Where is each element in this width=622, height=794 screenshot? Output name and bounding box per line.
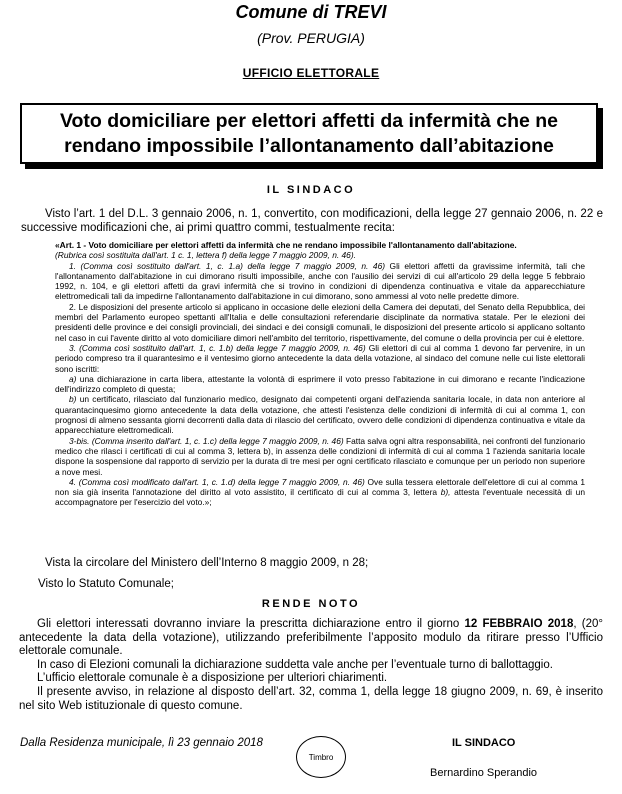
notice-p1-a: Gli elettori interessati dovranno inviare la prescritta dichiarazione entro il giorno (37, 618, 465, 630)
letter-b-text: un certificato, rilasciato dal funzionario medico, designato dai competenti organi dell'azienda sanitaria locale, in data non anteriore al quarantacinquesimo giorno antecedente la data della votazione, che attesti l'esistenza delle condizioni di infermità di cui al comma 1, con prognosi di almeno sessanta giorni decorrenti dalla data di rilascio del certificato, ovvero delle condizioni di dipendenza continuativa e vitale da apparecchiature elettromedicali. (55, 394, 585, 436)
title-box (20, 103, 598, 164)
comma-3-text: Gli elettori di cui al comma 1 devono far pervenire, in un periodo compreso tra il quarantesimo e il ventesimo giorno antecedente la data della votazione, al sindaco del comune nelle cui liste elettorali sono iscritti: (55, 342, 585, 374)
stamp-circle (296, 736, 346, 778)
footer-signatory-name: Bernardino Sperandio (430, 767, 538, 779)
visto-dl-paragraph: Visto l’art. 1 del D.L. 3 gennaio 2006, n. 1, convertito, con modificazioni, della legge 27 gennaio 2006, n. 22 e successive modificazioni che, ai primi quattro commi, testualmente recita: (21, 208, 603, 234)
notice-paragraph-3: L’ufficio elettorale comunale è a disposizione per ulteriori chiarimenti. (37, 672, 388, 685)
quote-comma-3-bis (55, 436, 585, 477)
law-quote (55, 240, 585, 508)
footer-date: Dalla Residenza municipale, lì 23 gennaio 2018 (20, 737, 263, 749)
quote-rubrica: (Rubrica così sostituita dall'art. 1 c. 1, lettera f) della legge 7 maggio 2009, n. 46). (55, 250, 356, 261)
quote-comma-2: 2. Le disposizioni del presente articolo si applicano in occasione delle elezioni della Camera dei deputati, del Senato della Repubblica, dei membri del Parlamento europeo spettanti all'Italia e delle consultazioni referendarie disciplinate da normativa statale. Per le elezioni dei presidenti delle province e dei consigli provinciali, dei sindaci e dei consigli comunali, le disposizioni del presente articolo si applicano soltanto nel caso in cui l'avente diritto al voto domiciliare dimori nell'ambito del territorio, rispettivamente, del comune o della provincia per cui è elettore. (55, 301, 585, 343)
comma-4-text-b: b), (440, 487, 451, 498)
quote-comma-3-a (55, 374, 585, 395)
notice-paragraph-4: Il presente avviso, in relazione al disposto dell’art. 32, comma 1, della legge 18 giugno 2009, n. 69, è inserito nel sito Web istituzionale di questo comune. (19, 685, 603, 712)
notice-body (19, 618, 603, 713)
comma-1-text: Gli elettori affetti da gravissime infermità, tali che l'allontanamento dall'abitazione in cui dimorano risulti impossibile, anche con l'ausilio dei servizi di cui all'articolo 29 della legge 5 febbraio 1992, n. 104, e gli elettori affetti da gravi infermità che si trovino in condizioni di dipendenza continuativa e vitale da apparecchiature elettromedicali tali da impedirne l'allontanamento dall'abitazione in cui dimorano, sono ammessi al voto nelle predette dimore. (55, 260, 585, 302)
notice-p1-b: , (20° antecedente la data della votazione), utilizzando preferibilmente l’apposito modulo da ritirare presso l’Ufficio elettorale comunale. (19, 618, 603, 658)
rende-noto-heading: RENDE NOTO (261, 598, 361, 610)
notice-paragraph-1 (19, 618, 603, 659)
quote-comma-1 (55, 261, 585, 302)
stamp-label: Timbro (308, 752, 334, 762)
comma-3-note: 3. (Comma così sostituito dall'art. 1, c. 1.b) della legge 7 maggio 2009, n. 46) (69, 342, 366, 353)
comma-4-text-c: attesta l'eventuale necessità di un accompagnatore per l'esercizio del voto.»; (55, 487, 585, 508)
footer-sindaco: IL SINDACO (452, 737, 516, 749)
provincia-heading: (Prov. PERUGIA) (257, 30, 365, 46)
comma-3bis-text: Fatta salva ogni altra responsabilità, nei confronti del funzionario medico che rilasci i certificati di cui al comma 3, lettera b), in assenza delle condizioni di infermità di cui al comma 1 l'azienda sanitaria locale dispone la sospensione dal rapporto di servizio per la durata di tre mesi per ogni certificato rilasciato e comunque per un periodo non superiore a nove mesi. (55, 435, 585, 477)
visto-circolare: Vista la circolare del Ministero dell’Interno 8 maggio 2009, n 28; (45, 557, 369, 569)
comma-4-note: 4. (Comma così modificato dall'art. 1, c. 1.d) della legge 7 maggio 2009, n. 46) (69, 476, 365, 487)
ufficio-heading: UFFICIO ELETTORALE (242, 66, 380, 80)
quote-comma-4 (55, 477, 585, 508)
quote-comma-3 (55, 343, 585, 374)
visto-statuto: Visto lo Statuto Comunale; (38, 578, 174, 590)
notice-paragraph-2: In caso di Elezioni comunali la dichiarazione suddetta vale anche per l’eventuale turno di ballottaggio. (37, 658, 553, 671)
letter-a-label: a) (69, 373, 77, 384)
title-line-1: Voto domiciliare per elettori affetti da infermità che ne (59, 109, 559, 132)
deadline-date: 12 FEBBRAIO 2018 (464, 618, 574, 630)
sindaco-heading: IL SINDACO (266, 184, 356, 196)
letter-b-label: b) (69, 394, 77, 405)
comma-4-text-a: Ove sulla tessera elettorale dell'elettore di cui al comma 1 non sia già inserita l'annotazione del diritto al voto assistito, il certificato di cui al comma 3, lettera (55, 476, 585, 498)
comune-heading: Comune di TREVI (235, 2, 387, 22)
comma-3bis-note: 3-bis. (Comma inserito dall'art. 1, c. 1.c) della legge 7 maggio 2009, n. 46) (69, 435, 344, 446)
quote-article-title: «Art. 1 - Voto domiciliare per elettori affetti da infermità che ne rendano impossibile l'allontanamento dall'abitazione. (55, 240, 517, 250)
page-title (60, 109, 558, 159)
letter-a-text: una dichiarazione in carta libera, attestante la volontà di esprimere il voto presso l'abitazione in cui dimorano e recante l'indicazione dell'indirizzo completo di questa; (55, 373, 585, 395)
quote-comma-3-b (55, 394, 585, 435)
comma-1-note: 1. (Comma così sostituito dall'art. 1, c. 1.a) della legge 7 maggio 2009, n. 46) (69, 260, 386, 271)
title-line-2: rendano impossibile l’allontanamento dall’abitazione (64, 134, 554, 157)
